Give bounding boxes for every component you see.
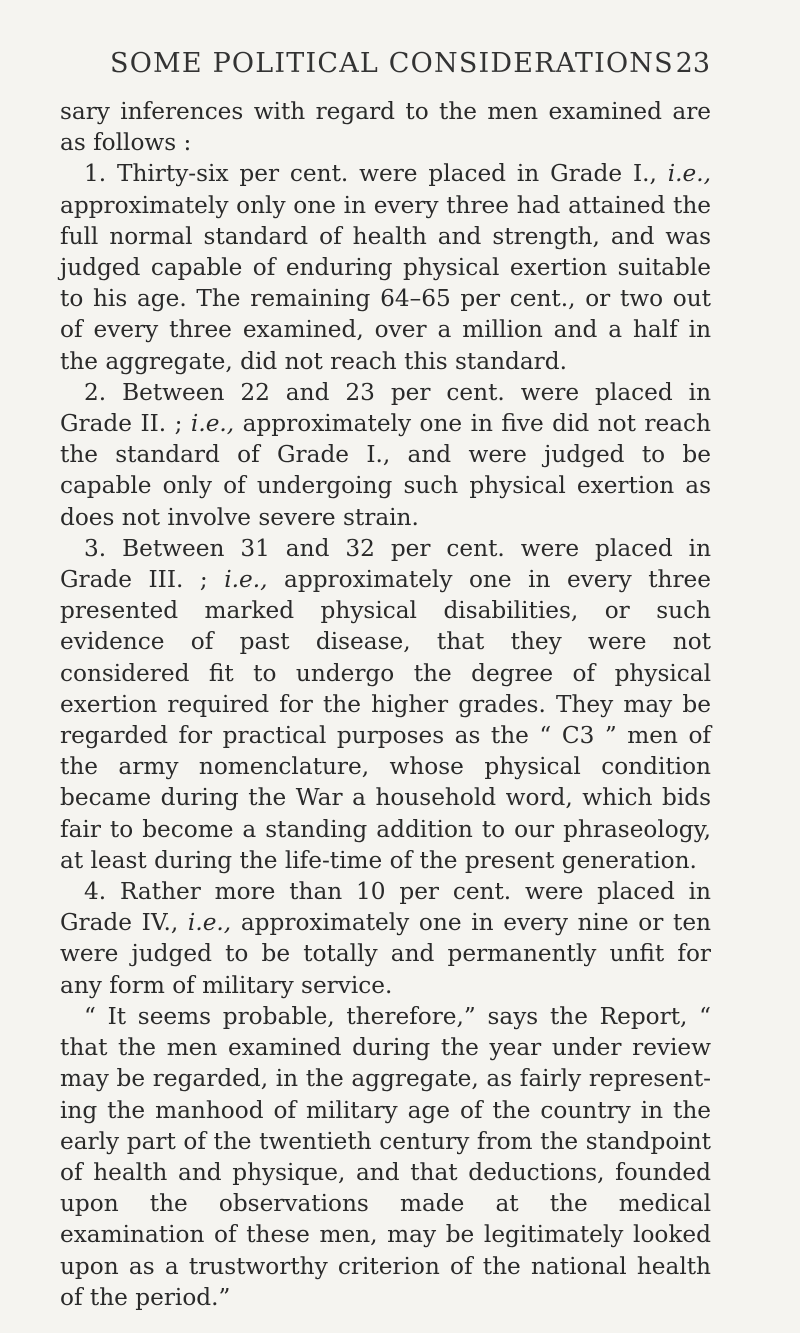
italic-abbreviation: i.e., [187,909,232,937]
paragraph-continuation: sary inferences with regard to the men examined are as follows : [60,98,711,157]
italic-abbreviation: i.e., [224,566,268,594]
paragraph-grade-two: 2. Between 22 and 23 per cent. were placed in Grade II. ; i.e., approximately one in five did not reach the standard of Grade I., and were judged to be capable only of undergoing such physical exertion as does not involve severe strain. [60,378,711,531]
paragraph-grade-three: 3. Between 31 and 32 per cent. were placed in Grade III. ; i.e., approximately one in every three presented marked physical disabilities, or such evidence of past disease, that they were not considered fit to undergo the degree of physical exertion required for the higher grades. They may be regarded for practical purposes as the “ C3 ” men of the army nomenclature, whose physical condition became during the War a household word, which bids fair to become a standing addition to our phraseology, at least during the life-time of the present generation. [60,534,711,874]
italic-abbreviation: i.e., [190,410,235,438]
paragraph-report-quote: “ It seems probable, therefore,” says the Report, “ that the men examined during the year under review may be regarded, in the aggregate, as fairly represent-ing the manhood of military age of the country in the early part of the twentieth century from the standpoint of health and physique, and that deductions, founded upon the observations made at the medical examination of these men, may be legitimately looked upon as a trustworthy criterion of the national health of the period.” [60,1002,711,1311]
italic-abbreviation: i.e., [667,160,711,188]
paragraph-grade-one: 1. Thirty-six per cent. were placed in Grade I., i.e., approximately only one in every three had attained the full normal standard of health and strength, and was judged capable of enduring physical exertion suitable to his age. The remaining 64–65 per cent., or two out of every three examined, over a million and a half in the aggregate, did not reach this standard. [60,160,711,375]
paragraph-grade-four: 4. Rather more than 10 per cent. were placed in Grade IV., i.e., approximately one in every nine or ten were judged to be totally and permanently unfit for any form of military service. [60,878,711,999]
page-header [110,48,710,79]
page-number: 23 [675,48,710,79]
running-title: SOME POLITICAL CONSIDERATIONS [110,48,674,79]
body-text [60,96,711,1313]
